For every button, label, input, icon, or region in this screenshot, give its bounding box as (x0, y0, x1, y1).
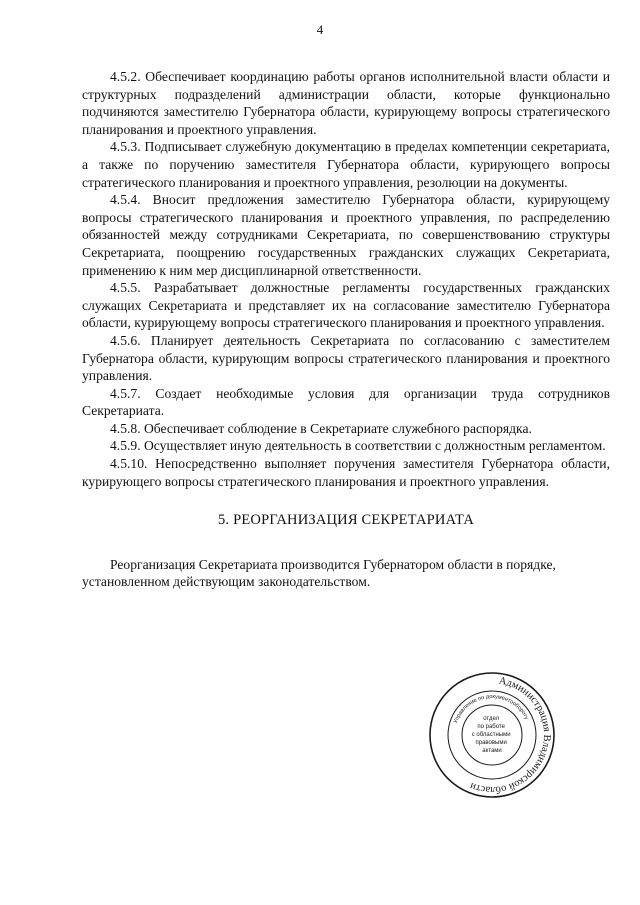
paragraph-4-5-6: 4.5.6. Планирует деятельность Секретариата по согласованию с заместителем Губернатора области, курирующим вопросы стратегического планирования и проектного управления. (82, 332, 610, 384)
document-body (82, 68, 610, 591)
paragraph-4-5-3: 4.5.3. Подписывает служебную документацию в пределах компетенции секретариата, а также по поручению заместителя Губернатора области, курирующего вопросы стратегического планирования и проектного управления, резолюции на документы. (82, 139, 610, 190)
section-title: 5. РЕОРГАНИЗАЦИЯ СЕКРЕТАРИАТА (217, 512, 475, 529)
paragraph-4-5-5: 4.5.5. Разрабатывает должностные регламенты государственных гражданских служащих Секретариата и представляет их на согласование заместителю Губернатора области, курирующему вопросы стратегического планирования и проектного управления. (82, 280, 610, 331)
paragraph-4-5-9: 4.5.9. Осуществляет иную деятельность в соответствии с должностным регламентом. (110, 438, 606, 454)
closing-paragraph: Реорганизация Секретариата производится Губернатором области в порядке, установленном действующим законодательством. (82, 556, 556, 590)
stamp-center-text: отдел по работе с областными правовыми актами (471, 716, 511, 754)
stamp-inner-text: Управление по документообороту (453, 693, 530, 725)
paragraph-4-5-7: 4.5.7. Создает необходимые условия для организации труда сотрудников Секретариата. (82, 385, 610, 419)
paragraph-4-5-8: 4.5.8. Обеспечивает соблюдение в Секретариате служебного распорядка. (110, 420, 532, 436)
stamp-outer-text: Администрация Владимирской области (468, 675, 553, 796)
page-number: 4 (316, 22, 324, 37)
paragraph-4-5-10: 4.5.10. Непосредственно выполняет поручения заместителя Губернатора области, курирующего вопросы стратегического планирования и проектного управления. (82, 456, 610, 489)
paragraph-4-5-4: 4.5.4. Вносит предложения заместителю Губернатора области, курирующему вопросы стратегического планирования и проектного управления, по распределению обязанностей между сотрудниками Секретариата, по совершенствованию структуры Секретариата, поощрению государственных гражданских служащих Секретариата, применению к ним мер дисциплинарной ответственности. (82, 192, 610, 278)
paragraph-4-5-2: 4.5.2. Обеспечивает координацию работы органов исполнительной власти области и структурных подразделений администрации области, которые функционально подчиняются заместителю Губернатора области, курирующему вопросы стратегического планирования и проектного управления. (82, 69, 610, 137)
official-stamp (428, 671, 556, 799)
